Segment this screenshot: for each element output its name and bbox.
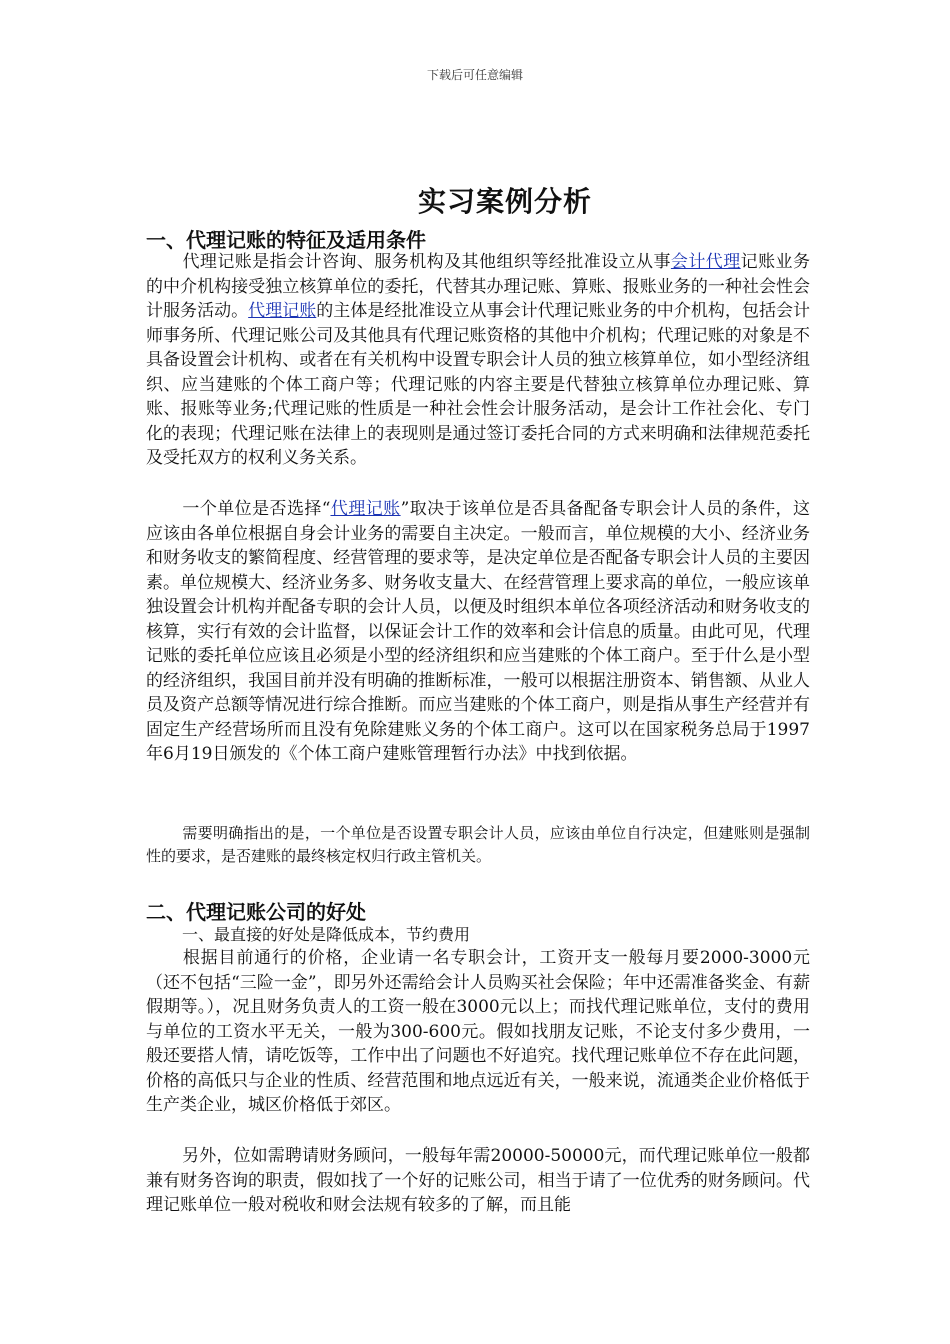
section2-paragraph-1 [146, 946, 810, 1118]
section2-p1-text: 根据目前通行的价格，企业请一名专职会计，工资开支一般每月要2000-3000元（还不包括“三险一金”，即另外还需给会计人员购买社会保险；年中还需准备奖金、有薪假期等。），况且财务负责人的工资一般在3000元以上；而找代理记账单位，支付的费用与单位的工资水平无关，一般为300-600元。假如找朋友记账，不论支付多少费用，一般还要搭人情，请吃饭等，工作中出了问题也不好追究。找代理记账单位不存在此问题，价格的高低只与企业的性质、经营范围和地点远近有关，一般来说，流通类企业价格低于生产类企业，城区价格低于郊区。 [146, 948, 810, 1115]
section2-subheading: 一、最直接的好处是降低成本，节约费用 [182, 925, 471, 944]
header-note: 下载后可任意编辑 [426, 68, 523, 82]
link-agency-bookkeeping-2[interactable]: 代理记账 [330, 499, 401, 519]
section2-p2-text: 另外，位如需聘请财务顾问，一般每年需20000-50000元，而代理记账单位一般都兼有财务咨询的职责，假如找了一个好的记账公司，相当于请了一位优秀的财务顾问。代理记账单位一般对税收和财会法规有较多的了解，而且能 [146, 1146, 810, 1215]
section1-p2-text-a: 一个单位是否选择“ [182, 499, 331, 519]
link-accounting-agency[interactable]: 会计代理 [670, 252, 741, 272]
section1-p1-text-c: 的主体是经批准设立从事会计代理记账业务的中介机构，包括会计师事务所、代理记账公司及其他具有代理记账资格的其他中介机构；代理记账的对象是不具备设置会计机构、或者在有关机构中设置专职会计人员的独立核算单位，如小型经济组织、应当建账的个体工商户等；代理记账的内容主要是代替独立核算单位办理记账、算账、报账等业务;代理记账的性质是一种社会性会计服务活动，是会计工作社会化、专门化的表现；代理记账在法律上的表现则是通过签订委托合同的方式来明确和法律规范委托及受托双方的权利义务关系。 [146, 301, 811, 468]
section1-paragraph-2 [146, 497, 810, 767]
section1-p1-text-a: 代理记账是指会计咨询、服务机构及其他组织等经批准设立从事 [182, 252, 671, 272]
section2-paragraph-2 [146, 1144, 810, 1218]
section1-paragraph-3 [146, 822, 810, 868]
section1-p2-text-b: ”取决于该单位是否具备配备专职会计人员的条件，这应该由各单位根据自身会计业务的需要自主决定。一般而言，单位规模的大小、经济业务和财务收支的繁简程度、经营管理的要求等，是决定单位是否配备专职会计人员的主要因素。单位规模大、经济业务多、财务收支量大、在经营管理上要求高的单位，一般应该单独设置会计机构并配备专职的会计人员，以便及时组织本单位各项经济活动和财务收支的核算，实行有效的会计监督，以保证会计工作的效率和会计信息的质量。由此可见，代理记账的委托单位应该且必须是小型的经济组织和应当建账的个体工商户。至于什么是小型的经济组织，我国目前并没有明确的推断标准，一般可以根据注册资本、销售额、从业人员及资产总额等情况进行综合推断。而应当建账的个体工商户，则是指从事生产经营并有固定生产经营场所而且没有免除建账义务的个体工商户。这可以在国家税务总局于1997年6月19日颁发的《个体工商户建账管理暂行办法》中找到依据。 [146, 499, 810, 764]
page-title: 实习案例分析 [417, 185, 592, 218]
section1-p3-text: 需要明确指出的是，一个单位是否设置专职会计人员，应该由单位自行决定，但建账则是强制性的要求，是否建账的最终核定权归行政主管机关。 [146, 824, 810, 865]
link-agency-bookkeeping-1[interactable]: 代理记账 [248, 301, 317, 321]
section1-paragraph-1 [146, 250, 810, 471]
section1-p1-text-b: 记账业务的中介机构接受独立核算单位的委托，代替其办理记账、算账、报账业务的一种社会性会计服务活动。 [146, 252, 811, 321]
section2-heading: 二、代理记账公司的好处 [146, 900, 366, 924]
section1-heading: 一、代理记账的特征及适用条件 [146, 228, 426, 252]
